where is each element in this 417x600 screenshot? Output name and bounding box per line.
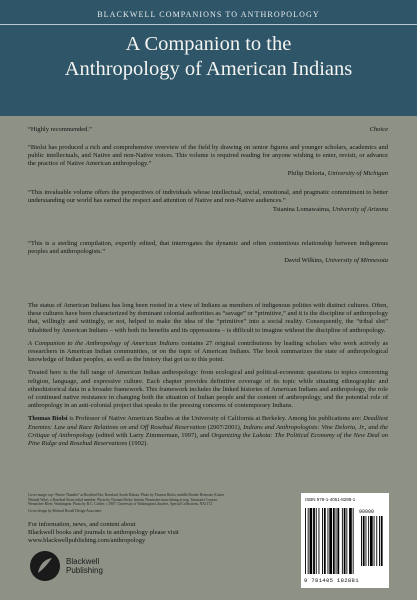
cover-design-credit: Cover design by Richard Boxall Design Associates — [28, 508, 102, 513]
publisher-url: www.blackwellpublishing.com/anthropology — [28, 537, 146, 545]
barcode-digits: 9 781405 182881 — [304, 577, 359, 584]
cover-header — [0, 0, 417, 116]
barcode-bars-icon — [305, 508, 385, 576]
quote-author: Tsianina Lomawaima, — [272, 206, 331, 214]
bio-text: is Professor of Native American Studies at the University of California at Berkeley. Among his publications are: — [67, 415, 364, 423]
isbn-label: ISBN 978-1-4051-8288-1 — [305, 497, 356, 502]
author-name: Thomas Biolsi — [28, 415, 68, 423]
quote-attribution — [28, 206, 388, 214]
praise-quote — [28, 189, 388, 236]
barcode — [301, 493, 389, 588]
quote-text: “Highly recommended.” — [28, 126, 92, 133]
book-title — [0, 32, 417, 82]
quote-author: David Wilkins, — [284, 257, 324, 265]
quote-author: Philip Deloria, — [287, 169, 327, 177]
publisher-name-line: Publishing — [66, 566, 103, 575]
publisher-name-line: Blackwell — [66, 557, 100, 566]
quote-text: “Biolsi has produced a rich and comprehensive overview of the field by drawing on senior figures and younger scholars, academics and public intellectuals, and Native and non-Native voices. This volume is required reading for anyone wishing to enter, revisit, or advance the practice of Native American anthropology.” — [28, 144, 388, 168]
publication-title: Organizing the Lakota: The Political Economy of the New Deal on Pine Ridge and Rosebud Reservations — [28, 431, 389, 448]
back-cover-text — [28, 126, 388, 453]
bio-text: (edited with Larry Zimmerman, 1997), and — [93, 431, 212, 439]
blackwell-logo-icon — [28, 549, 62, 583]
quote-attribution — [28, 170, 388, 178]
publication-title: Deadliest Enemies: Law and Race Relations on and Off Rosebud Reservation — [28, 415, 388, 431]
title-line-2: Anthropology of American Indians — [64, 58, 353, 80]
quote-text: “This invaluable volume offers the perspectives of individuals whose intellectual, social, emotional, and pragmatic commitment to better understanding our world has earned the respect and attention of Native and non-Native audiences.” — [28, 189, 388, 205]
quote-institution: University of Arizona — [332, 206, 388, 214]
description-paragraph — [28, 340, 388, 365]
publisher-info — [28, 521, 228, 546]
title-line-1: A Companion to the — [125, 33, 292, 55]
quote-attribution — [28, 257, 388, 265]
quote-text: “This is a sterling compilation, expertly edited, that interrogates the dynamic and often contentious relationship between indigenous peoples and anthropologists.” — [28, 240, 388, 256]
bio-text: (1992). — [127, 440, 148, 448]
praise-quote — [28, 240, 388, 278]
book-description — [28, 302, 388, 448]
cover-credits — [28, 493, 233, 515]
info-line: For information, news, and content about — [28, 521, 136, 528]
quote-institution: University of Michigan — [327, 169, 388, 177]
quote-source: Choice — [369, 126, 388, 133]
series-title: BLACKWELL COMPANIONS TO ANTHROPOLOGY — [97, 10, 320, 19]
price-code: 90000 — [359, 509, 375, 515]
publication-title: Indians and Anthropologists: Vine Deloria, Jr., and the Critique of Anthropology — [28, 423, 388, 439]
author-bio — [28, 415, 388, 448]
info-line: Blackwell books and journals in anthropology please visit — [28, 529, 179, 537]
publisher-logo — [28, 547, 148, 587]
bio-text: (2007/2001), — [205, 423, 244, 431]
quote-institution: University of Minnesota — [325, 257, 388, 265]
header-divider — [0, 24, 417, 25]
paragraph-text: contains 27 original contributions by leading scholars who work actively as researchers in American Indian communities, or on the topic of American Indians. The book summarizes the state of anthropological knowledge of Indian peoples, as well as the history that got us to this point. — [28, 339, 388, 364]
cover-image-credit: Cover image: top “Native Thunder” at Rosebud Fair, Rosebud, South Dakota. Photo by Thomas Biolsi; middle Brooke Betawsie (Caster Wintahl Wite), a Rosebud Sioux tribal member. Photo by Thomas Biolsi; bottom Wenatchee man fishing at trap, Tumwater Canyon, Wenatchee River, Washington. Photo by B.C. Collier, c.1907. University of Washington Libraries, Special Collections, NA1172. — [28, 493, 225, 507]
book-title-inline: A Companion to the Anthropology of American Indians — [28, 339, 179, 347]
praise-quote — [28, 126, 388, 142]
description-paragraph: The status of American Indians has long been rooted in a view of Indians as members of indigenous polities with distinct cultures. Often, these cultures have been characterized by dominant colonial authorities as “savage” or “primitive,” and it is the discipline of anthropology that, willingly and wittingly, or not, helped to make the idea of the “primitive” into a social reality. Consequently, the “tribal slot” inhabited by American Indians – with both its benefits and its oppressions – is difficult to imagine without the discipline of anthropology. — [28, 302, 388, 334]
description-paragraph: Treated here is the full range of American Indian anthropology: from ecological and political-economic questions to topics concerning religion, language, and expressive culture. Each chapter provides definitive coverage of its topic while situating ethnographic and ethnohistorical data in a broader framework. This framework includes the linked histories of American Indians and anthropology, the role of continued native resistance in changing both the situation of Indian people and the content of anthropology, and the potential role of anthropology in an anti-colonial project that speaks to the pressing concerns of contemporary Indians. — [28, 369, 388, 410]
publisher-name — [66, 557, 103, 575]
praise-quote — [28, 144, 388, 188]
